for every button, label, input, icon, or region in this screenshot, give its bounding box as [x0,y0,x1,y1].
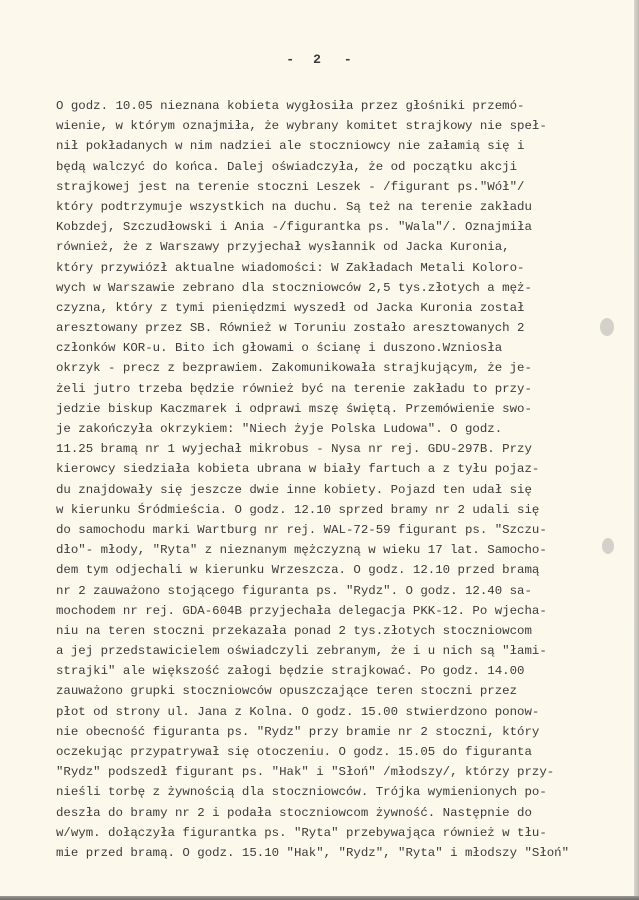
text-line: wienie, w którym oznajmiła, że wybrany komitet strajkowy nie speł- [56,119,547,134]
text-line: nił pokładanych w nim nadziei ale stoczniowcy nie załamią się i [56,139,525,154]
text-line: a jej przedstawicielem oświadczyli zebranym, że i u nich są "łami- [56,644,547,659]
text-line: również, że z Warszawy przyjechał wysłannik od Jacka Kuronia, [56,240,510,255]
text-line: czyzna, który z tymi pieniędzmi wyszedł od Jacka Kuronia został [56,300,525,315]
text-line: niu na teren stoczni przekazała ponad 2 tys.złotych stoczniowcom [56,623,532,638]
text-line: strajki" ale większość załogi będzie strajkować. Po godz. 14.00 [56,664,525,679]
text-line: jedzie biskup Kaczmarek i odprawi mszę świętą. Przemówienie swo- [56,401,532,416]
text-line: który podtrzymuje wszystkich na duchu. Są też na terenie zakładu [56,199,532,214]
punch-hole-mark [600,318,614,336]
text-line: nr 2 zauważono stojącego figuranta ps. "Rydz". O godz. 12.40 sa- [56,583,532,598]
text-line: kierowcy siedziała kobieta ubrana w biały fartuch a z tyłu pojaz- [56,462,540,477]
text-line: je zakończyła okrzykiem: "Niech żyje Polska Ludowa". O godz. [56,422,503,436]
text-line: O godz. 10.05 nieznana kobieta wygłosiła przez głośniki przemó- [56,99,525,113]
text-line: nieśli torbę z żywnością dla stoczniowców. Trójka wymienionych po- [56,785,547,800]
text-line: du znajdowały się jeszcze dwie inne kobiety. Pojazd ten udał się [56,482,532,497]
text-line: Kobzdej, Szczudłowski i Ania -/figurantka ps. "Wala"/. Oznajmiła [56,220,532,235]
page-number-dash-right: - [343,52,353,67]
punch-hole-mark [602,538,614,554]
text-line: dło"- młody, "Ryta" z nieznanym mężczyzną w wieku 17 lat. Samocho- [56,543,547,558]
text-line: mie przed bramą. O godz. 15.10 "Hak", "Rydz", "Ryta" i młodszy "Słoń" [56,845,570,860]
typewritten-body [56,96,632,863]
text-line: mochodem nr rej. GDA-604B przyjechała delegacja PKK-12. Po wjecha- [56,603,547,618]
text-line: żeli jutro trzeba będzie również być na terenie zakładu to przy- [56,381,532,396]
page-number: 2 [313,52,322,67]
text-line: członków KOR-u. Bito ich głowami o ścianę i duszono.Wzniosła [56,341,503,356]
text-line: 11.25 bramą nr 1 wyjechał mikrobus - Nysa nr rej. GDU-297B. Przy [56,442,532,457]
text-line: wych w Warszawie zebrano dla stoczniowców 2,5 tys.złotych a męż- [56,280,532,295]
text-line: będą walczyć do końca. Dalej oświadczyła, że od początku akcji [56,159,518,174]
text-line: w/wym. dołączyła figurantka ps. "Ryta" przebywająca również w tłu- [56,825,547,840]
text-line: płot od strony ul. Jana z Kolna. O godz. 15.00 stwierdzono ponow- [56,704,540,719]
text-line: aresztowany przez SB. Również w Toruniu zostało aresztowanych 2 [56,321,525,336]
text-line: do samochodu marki Wartburg nr rej. WAL-72-59 figurant ps. "Szczu- [56,522,547,537]
text-line: który przywiózł aktualne wiadomości: W Zakładach Metali Koloro- [56,260,525,275]
text-line: zauważono grupki stoczniowców opuszczające teren stoczni przez [56,684,518,699]
text-line: okrzyk - precz z bezprawiem. Zakomunikowała strajkującym, że je- [56,361,532,376]
text-line: "Rydz" podszedł figurant ps. "Hak" i "Słoń" /młodszy/, którzy przy- [56,765,555,780]
text-line: nie obecność figuranta ps. "Rydz" przy bramie nr 2 stoczni, który [56,724,540,739]
text-line: w kierunku Śródmieścia. O godz. 12.10 sprzed bramy nr 2 udali się [56,502,540,517]
text-line: dem tym odjechali w kierunku Wrzeszcza. O godz. 12.10 przed bramą [56,563,540,578]
page-number-dash-left: - [286,52,296,67]
text-line: oczekując przypatrywał się otoczeniu. O godz. 15.05 do figuranta [56,745,532,759]
page-number-header [0,52,639,68]
page-edge-right [634,0,639,900]
page-edge-bottom [0,896,639,900]
text-line: strajkowej jest na terenie stoczni Leszek - /figurant ps."Wół"/ [56,179,525,194]
text-line: deszła do bramy nr 2 i podała stoczniowcom żywność. Następnie do [56,805,532,820]
